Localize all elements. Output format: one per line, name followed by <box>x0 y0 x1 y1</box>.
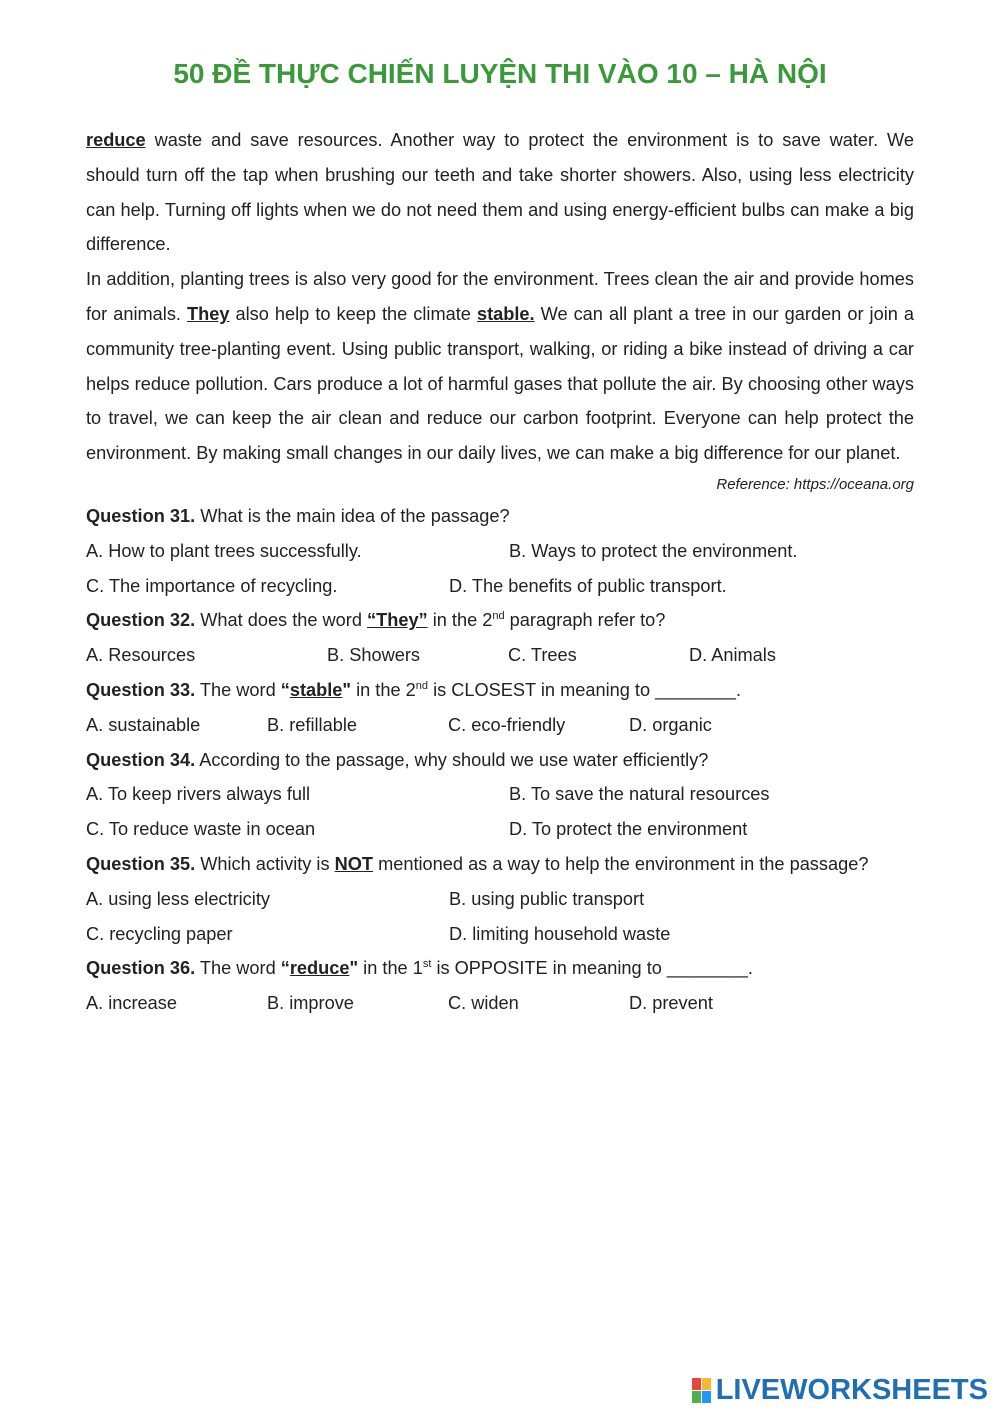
passage-paragraph-1 <box>86 123 914 262</box>
liveworksheets-logo-icon <box>692 1378 712 1404</box>
option-a[interactable]: A. increase <box>86 993 177 1014</box>
option-d[interactable]: D. Animals <box>689 645 776 666</box>
question-text: paragraph refer to? <box>504 610 666 631</box>
options-row <box>86 917 914 952</box>
question-label: Question 36. <box>86 958 196 979</box>
question-label: Question 32. <box>86 610 196 631</box>
liveworksheets-logo[interactable] <box>692 1374 988 1407</box>
options-row <box>86 882 914 917</box>
question-label: Question 35. <box>86 853 196 874</box>
option-d[interactable]: D. The benefits of public transport. <box>449 575 727 596</box>
logo-tile <box>692 1391 701 1403</box>
options-row <box>86 812 914 847</box>
question-label: Question 33. <box>86 679 196 700</box>
quoted-word: “They” <box>367 610 428 631</box>
quoted-word: stable <box>289 679 343 700</box>
logo-tile <box>692 1378 701 1390</box>
question-text: According to the passage, why should we use water efficiently? <box>195 749 709 770</box>
question-text: in the 2 <box>351 679 416 700</box>
ordinal-suffix: st <box>422 958 432 971</box>
option-c[interactable]: C. The importance of recycling. <box>86 575 338 596</box>
question-text: is OPPOSITE in meaning to ________. <box>431 958 753 979</box>
quoted-word: reduce <box>289 958 350 979</box>
paragraph-text: We can all plant a tree in our garden or join a community tree-planting event. Using public transport, walking, or riding a bike instead of driving a car helps reduce pollution. Cars produce a lot of harmful gases that pollute the air. By choosing other ways to travel, we can keep the air clean and reduce our carbon footprint. Everyone can help protect the environment. By making small changes in our daily lives, we can make a big difference for our planet. <box>86 303 914 464</box>
quote-mark: “ <box>280 958 290 979</box>
reference-note: Reference: https://oceana.org <box>716 475 914 493</box>
question-label: Question 34. <box>86 749 196 770</box>
options-row <box>86 986 914 1021</box>
paragraph-text: also help to keep the climate <box>229 303 477 324</box>
option-c[interactable]: C. widen <box>448 993 519 1014</box>
option-a[interactable]: A. Resources <box>86 645 196 666</box>
quote-mark: " <box>342 679 352 700</box>
option-d[interactable]: D. organic <box>629 714 712 735</box>
highlighted-word-reduce: reduce <box>86 130 146 150</box>
question-text: What does the word <box>195 610 368 631</box>
option-b[interactable]: B. improve <box>267 993 354 1014</box>
option-d[interactable]: D. To protect the environment <box>509 819 748 840</box>
option-c[interactable]: C. recycling paper <box>86 923 233 944</box>
logo-tile <box>702 1378 711 1390</box>
option-c[interactable]: C. To reduce waste in ocean <box>86 819 316 840</box>
highlighted-word-they: They <box>187 303 230 324</box>
question-text: in the 2 <box>427 610 493 631</box>
options-row <box>86 638 914 673</box>
option-d[interactable]: D. prevent <box>629 993 713 1014</box>
question-text: mentioned as a way to help the environment in the passage? <box>373 853 869 874</box>
question-35 <box>86 847 914 882</box>
option-c[interactable]: C. Trees <box>508 645 577 666</box>
option-b[interactable]: B. Showers <box>327 645 420 666</box>
options-row <box>86 777 914 812</box>
ordinal-suffix: nd <box>492 610 505 623</box>
ordinal-suffix: nd <box>415 679 429 692</box>
question-36 <box>86 951 914 986</box>
question-text: in the 1 <box>358 958 423 979</box>
logo-tile <box>702 1391 711 1403</box>
option-a[interactable]: A. using less electricity <box>86 888 270 909</box>
question-text: is CLOSEST in meaning to ________. <box>428 679 742 700</box>
question-34 <box>86 743 914 778</box>
question-text: The word <box>195 679 281 700</box>
paragraph-text: In addition, planting trees is also very good for the environment. Trees clean the air and provide homes for animals. <box>86 269 914 324</box>
options-row <box>86 569 914 604</box>
question-label: Question 31. <box>86 505 196 526</box>
highlighted-word-stable: stable. <box>476 303 535 324</box>
document-body <box>86 123 914 1021</box>
passage-paragraph-2 <box>86 262 914 471</box>
options-row <box>86 534 914 569</box>
quote-mark: “ <box>280 679 290 700</box>
option-c[interactable]: C. eco-friendly <box>448 714 566 735</box>
emphasized-word: NOT <box>334 853 374 874</box>
option-a[interactable]: A. sustainable <box>86 714 201 735</box>
page-title: 50 ĐỀ THỰC CHIẾN LUYỆN THI VÀO 10 – HÀ NỘI <box>173 58 827 89</box>
question-text: The word <box>195 958 281 979</box>
option-b[interactable]: B. Ways to protect the environment. <box>509 540 798 561</box>
logo-text: LIVEWORKSHEETS <box>715 1374 988 1406</box>
option-b[interactable]: B. To save the natural resources <box>509 784 770 805</box>
option-a[interactable]: A. How to plant trees successfully. <box>86 540 362 561</box>
question-33 <box>86 673 914 708</box>
option-b[interactable]: B. using public transport <box>449 888 645 909</box>
option-d[interactable]: D. limiting household waste <box>449 923 671 944</box>
options-row <box>86 708 914 743</box>
option-b[interactable]: B. refillable <box>267 714 357 735</box>
quote-mark: " <box>349 958 359 979</box>
option-a[interactable]: A. To keep rivers always full <box>86 784 311 805</box>
question-text: Which activity is <box>195 853 335 874</box>
paragraph-text: waste and save resources. Another way to protect the environment is to save water. We should turn off the tap when brushing our teeth and take shorter showers. Also, using less electricity can help. Turning off lights when we do not need them and using energy-efficient bulbs can make a big difference. <box>86 130 914 255</box>
question-31 <box>86 499 914 534</box>
question-32 <box>86 603 914 638</box>
question-text: What is the main idea of the passage? <box>195 505 510 526</box>
